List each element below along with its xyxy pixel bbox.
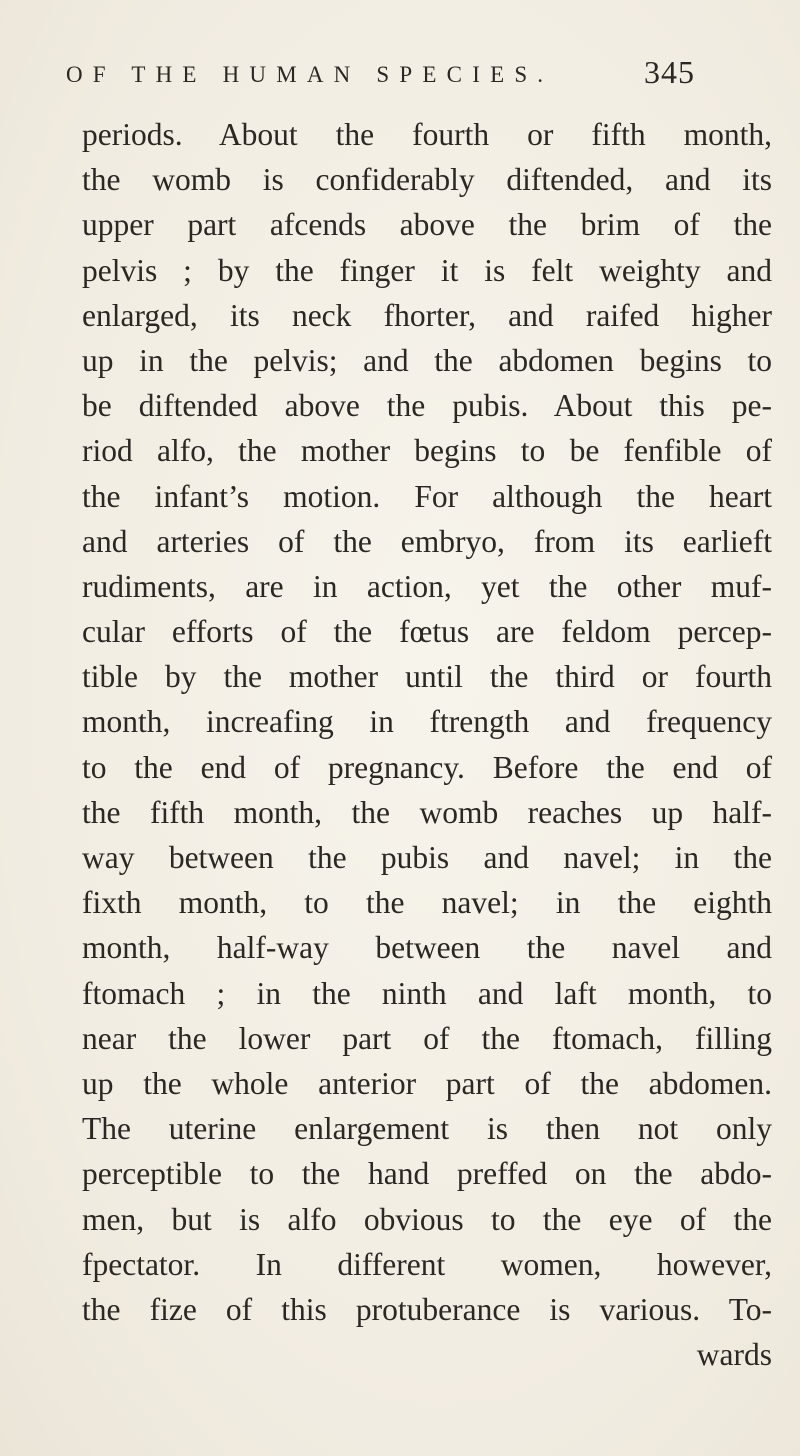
text-line: tible by the mother until the third or fourth <box>82 659 772 695</box>
text-line: enlarged, its neck fhorter, and raifed higher <box>82 297 772 333</box>
text-line: month, half-way between the navel and <box>82 930 772 966</box>
text-line: cular efforts of the fœtus are feldom percep- <box>82 614 772 650</box>
text-line: the fifth month, the womb reaches up half- <box>82 794 772 830</box>
text-line: upper part afcends above the brim of the <box>82 207 772 243</box>
running-head <box>66 50 766 110</box>
text-line: the fize of this protuberance is various. To- <box>82 1291 772 1327</box>
text-line: up in the pelvis; and the abdomen begins to <box>82 342 772 378</box>
text-line: fixth month, to the navel; in the eighth <box>82 885 772 921</box>
text-line: up the whole anterior part of the abdomen. <box>82 1065 772 1101</box>
text-line: periods. About the fourth or fifth month, <box>82 117 772 152</box>
text-line: fpectator. In different women, however, <box>82 1246 772 1282</box>
text-line: near the lower part of the ftomach, filling <box>82 1020 772 1056</box>
text-line: month, increafing in ftrength and frequency <box>82 704 772 740</box>
text-line: to the end of pregnancy. Before the end of <box>82 749 772 785</box>
text-line: riod alfo, the mother begins to be fenfible of <box>82 433 772 469</box>
text-line: The uterine enlargement is then not only <box>82 1111 772 1147</box>
catchword: wards <box>696 1337 772 1373</box>
text-line: ftomach ; in the ninth and laft month, to <box>82 975 772 1011</box>
running-title: OF THE HUMAN SPECIES. <box>66 62 554 87</box>
text-line: pelvis ; by the finger it is felt weighty and <box>82 252 772 288</box>
page-number: 345 <box>644 54 695 90</box>
text-line: the infant’s motion. For although the heart <box>82 478 772 514</box>
text-line: men, but is alfo obvious to the eye of the <box>82 1201 772 1237</box>
text-line: and arteries of the embryo, from its earlieft <box>82 523 772 559</box>
body-text <box>82 112 772 1377</box>
text-line: be diftended above the pubis. About this pe- <box>82 388 772 424</box>
text-line: the womb is confiderably diftended, and its <box>82 162 772 198</box>
text-line: rudiments, are in action, yet the other muf- <box>82 568 772 604</box>
text-line: perceptible to the hand preffed on the abdo- <box>82 1156 772 1192</box>
text-line: way between the pubis and navel; in the <box>82 840 772 875</box>
